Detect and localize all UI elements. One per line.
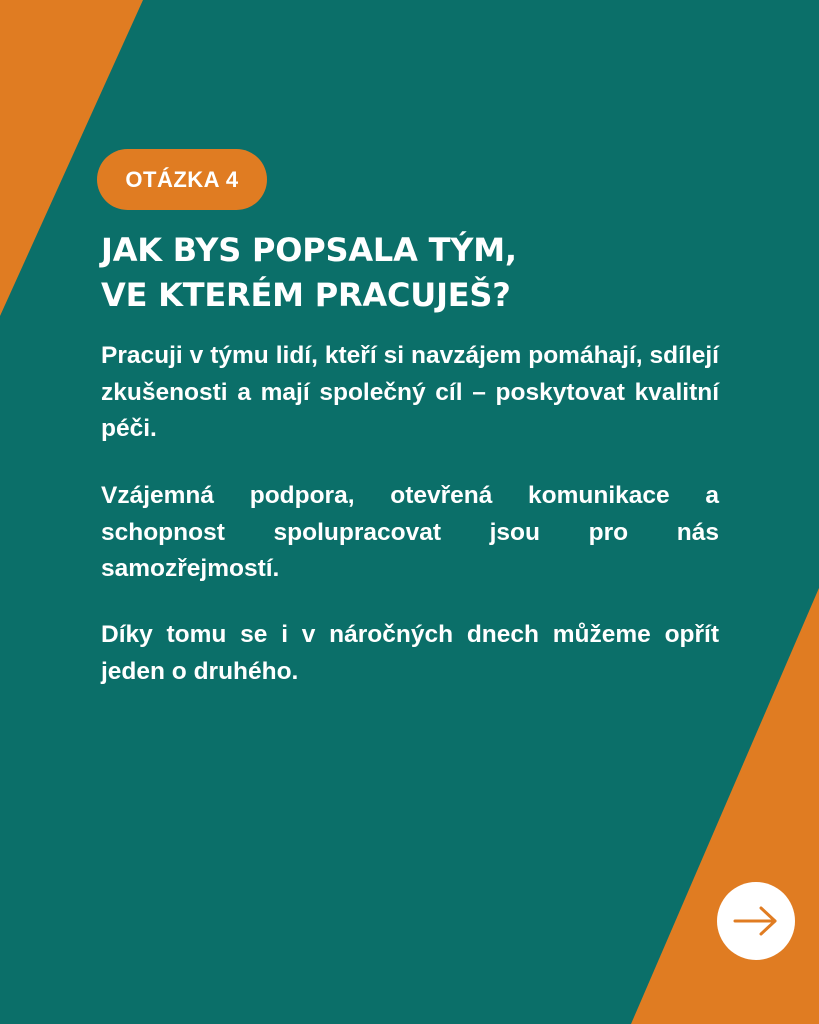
next-slide-button[interactable] <box>717 882 795 960</box>
answer-paragraph-2: Vzájemná podpora, otevřená komunikace a schopnost spolupracovat jsou pro nás samozřejmostí. <box>101 482 719 582</box>
question-badge <box>97 149 267 210</box>
arrow-right-icon <box>733 906 779 936</box>
question-title-line-2: VE KTERÉM PRACUJEŠ? <box>101 276 511 314</box>
question-title <box>101 228 741 318</box>
answer-paragraph-3: Díky tomu se i v náročných dnech můžeme opřít jeden o druhého. <box>101 621 719 685</box>
question-badge-label: OTÁZKA 4 <box>125 166 239 192</box>
answer-paragraph-1: Pracuji v týmu lidí, kteří si navzájem pomáhají, sdílejí zkušenosti a mají společný cíl – poskytovat kvalitní péči. <box>101 342 719 442</box>
question-title-line-1: JAK BYS POPSALA TÝM, <box>101 231 517 269</box>
